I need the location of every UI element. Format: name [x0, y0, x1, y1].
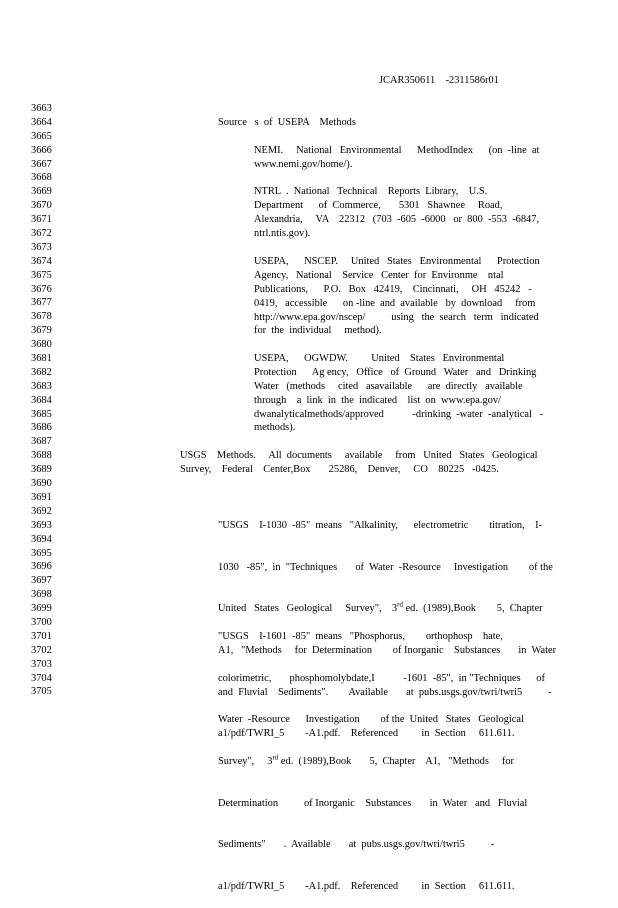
- text-line: a1/pdf/TWRI_5 -A1.pdf. Referenced in Section 611.611.: [218, 728, 515, 740]
- line-number: 3680: [31, 339, 52, 351]
- text-line: methods).: [254, 422, 296, 434]
- text-line: www.nemi.gov/home/).: [254, 158, 353, 170]
- line-number: 3704: [31, 672, 52, 684]
- line-number: 3679: [31, 325, 52, 337]
- line-number: 3696: [31, 561, 52, 573]
- text-line: USEPA, OGWDW. United States Environmental: [254, 353, 505, 364]
- text-line: 0419, accessible on -line and available by download from: [254, 297, 536, 309]
- line-number: 3682: [31, 366, 52, 378]
- sources-heading: Source s of USEPA Methods: [218, 117, 356, 128]
- usgs-methods-entry: [180, 449, 538, 477]
- line-number: 3702: [31, 644, 52, 656]
- text-line: colorimetric, phosphomolybdate,I -1601 -85", in "Techniques of: [218, 672, 545, 684]
- line-number: 3668: [31, 172, 52, 184]
- text-line: "USGS I-1601 -85" means "Phosphorus, orthophosp hate,: [218, 630, 503, 642]
- text-line: Water (methods cited asavailable are directly available: [254, 380, 523, 392]
- text-line: for the individual method).: [254, 325, 382, 337]
- line-number: 3675: [31, 269, 52, 281]
- nscep-entry: [254, 255, 540, 338]
- text-line: Agency, National Service Center for Environme ntal: [254, 269, 504, 281]
- line-number: 3681: [31, 353, 52, 365]
- text-line: United States Geological Survey", 3rd ed. (1989),Book 5, Chapter: [218, 600, 543, 615]
- line-number: 3669: [31, 186, 52, 198]
- line-number: 3685: [31, 408, 52, 420]
- line-number: 3700: [31, 616, 52, 628]
- text-line: Survey", 3rd ed. (1989),Book 5, Chapter A1, "Methods for: [218, 753, 515, 767]
- text-line: USEPA, NSCEP. United States Environmental Protection: [254, 256, 540, 267]
- text-line: Sediments" . Available at pubs.usgs.gov/twri/twri5 -: [218, 839, 495, 851]
- line-number: 3701: [31, 630, 52, 642]
- text-line: "USGS I-1030 -85" means "Alkalinity, electrometric titration, I-: [218, 519, 542, 531]
- line-number: 3691: [31, 491, 52, 503]
- text-line: Department of Commerce, 5301 Shawnee Road,: [254, 199, 503, 211]
- text-line: and Fluvial Sediments". Available at pubs.usgs.gov/twri/twri5 -: [218, 686, 552, 698]
- text-line: dwanalyticalmethods/approved -drinking -water -analytical -: [254, 408, 544, 420]
- line-number: 3699: [31, 603, 52, 615]
- text-line: A1, "Methods for Determination of Inorganic Substances in Water: [218, 644, 557, 656]
- line-number: 3694: [31, 533, 52, 545]
- text-line: Survey, Federal Center,Box 25286, Denver, CO 80225 -0425.: [180, 463, 499, 475]
- line-number: 3664: [31, 116, 52, 128]
- line-number: 3689: [31, 464, 52, 476]
- line-number: 3678: [31, 311, 52, 323]
- text-line: NEMI. National Environmental MethodIndex (on -line at: [254, 145, 540, 156]
- line-number: 3676: [31, 283, 52, 295]
- line-number: 3677: [31, 297, 52, 309]
- line-number: 3688: [31, 450, 52, 462]
- line-number: 3693: [31, 519, 52, 531]
- line-number: 3672: [31, 228, 52, 240]
- line-number: 3703: [31, 658, 52, 670]
- text-line: ntrl.ntis.gov).: [254, 227, 311, 239]
- line-number: 3690: [31, 478, 52, 490]
- line-number: 3666: [31, 144, 52, 156]
- text-line: http://www.epa.gov/nscep/ using the search term indicated: [254, 311, 539, 323]
- text-line: 1030 -85", in "Techniques of Water -Resource Investigation of the: [218, 561, 553, 573]
- line-number: 3671: [31, 214, 52, 226]
- line-number: 3698: [31, 589, 52, 601]
- text-line: through a link in the indicated list on www.epa.gov/: [254, 394, 501, 406]
- usgs-i1601-entry: [218, 602, 545, 908]
- line-number: 3674: [31, 255, 52, 267]
- line-number: 3705: [31, 686, 52, 698]
- ogwdw-entry: [254, 352, 543, 435]
- line-number: 3684: [31, 394, 52, 406]
- text-line: Protection Ag ency, Office of Ground Water and Drinking: [254, 366, 537, 378]
- text-line: Determination of Inorganic Substances in Water and Fluvial: [218, 797, 528, 809]
- line-number: 3697: [31, 575, 52, 587]
- line-number: 3665: [31, 130, 52, 142]
- text-line: NTRL . National Technical Reports Library, U.S.: [254, 186, 488, 197]
- line-number: 3683: [31, 380, 52, 392]
- text-line: Publications, P.O. Box 42419, Cincinnati, OH 45242 -: [254, 283, 532, 295]
- line-number: 3670: [31, 200, 52, 212]
- text-line: USGS Methods. All documents available from United States Geological: [180, 450, 538, 461]
- line-number: 3686: [31, 422, 52, 434]
- text-line: Water -Resource Investigation of the United States Geological: [218, 714, 524, 726]
- line-number: 3663: [31, 103, 52, 114]
- text-line: Alexandria, VA 22312 (703 -605 -6000 or 800 -553 -6847,: [254, 213, 540, 225]
- nemi-entry: [254, 144, 539, 172]
- line-number-gutter: [31, 102, 71, 699]
- line-number: 3687: [31, 436, 52, 448]
- document-header: JCAR350611 -2311586r01: [379, 75, 499, 86]
- ntrl-entry: [254, 185, 539, 241]
- text-line: a1/pdf/TWRI_5 -A1.pdf. Referenced in Section 611.611.: [218, 881, 515, 893]
- line-number: 3695: [31, 547, 52, 559]
- line-number: 3692: [31, 505, 52, 517]
- line-number: 3673: [31, 241, 52, 253]
- line-number: 3667: [31, 158, 52, 170]
